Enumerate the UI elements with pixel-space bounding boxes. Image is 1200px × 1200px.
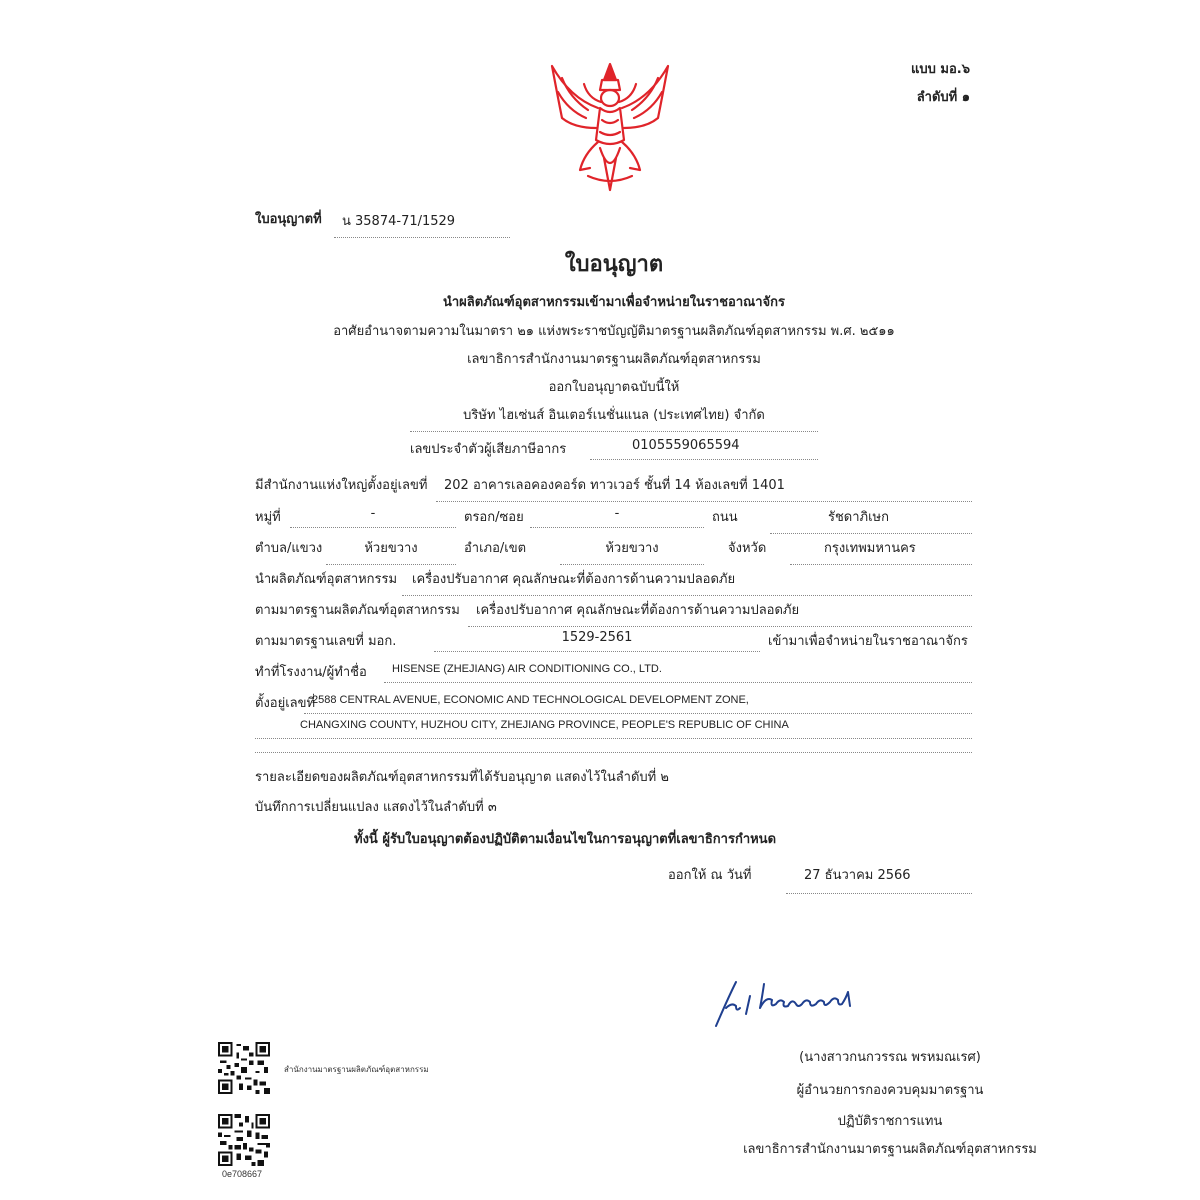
license-no-label: ใบอนุญาตที่ (255, 212, 322, 227)
province-label: จังหวัด (728, 541, 767, 556)
tax-id-label: เลขประจำตัวผู้เสียภาษีอากร (410, 442, 567, 457)
road-value: รัชดาภิเษก (770, 506, 972, 534)
factory-address-line-2: CHANGXING COUNTY, HUZHOU CITY, ZHEJIANG PROVINCE, PEOPLE'S REPUBLIC OF CHINA (255, 719, 972, 739)
moo-label: หมู่ที่ (255, 510, 281, 525)
signatory-position-3: เลขาธิการสำนักงานมาตรฐานผลิตภัณฑ์อุตสาหกรรม (743, 1142, 1037, 1157)
issued-label: ออกให้ ณ วันที่ (668, 868, 752, 883)
tambon-label: ตำบล/แขวง (255, 541, 323, 556)
standard-label: ตามมาตรฐานผลิตภัณฑ์อุตสาหกรรม (255, 603, 460, 618)
product-value: เครื่องปรับอากาศ คุณลักษณะที่ต้องการด้านความปลอดภัย (402, 568, 972, 596)
soi-value: - (530, 506, 704, 528)
qr-code-id: 0e708667 (222, 1169, 263, 1179)
factory-address-label: ตั้งอยู่เลขที่ (255, 696, 316, 711)
signatory-position-1: ผู้อำนวยการกองควบคุมมาตรฐาน (796, 1083, 984, 1098)
garuda-emblem-icon (540, 58, 680, 198)
head-office-label: มีสำนักงานแห่งใหญ่ตั้งอยู่เลขที่ (255, 478, 428, 493)
qr-caption: สำนักงานมาตรฐานผลิตภัณฑ์อุตสาหกรรม (284, 1065, 429, 1074)
preamble-line-3: ออกใบอนุญาตฉบับนี้ให้ (548, 380, 680, 395)
standard-no-value: 1529-2561 (434, 630, 760, 652)
tax-id-value: 0105559065594 (590, 438, 818, 460)
signatory-position-2: ปฏิบัติราชการแทน (837, 1114, 943, 1129)
standard-value: เครื่องปรับอากาศ คุณลักษณะที่ต้องการด้านความปลอดภัย (468, 599, 972, 627)
amphoe-label: อำเภอ/เขต (464, 541, 527, 556)
factory-value: HISENSE (ZHEJIANG) AIR CONDITIONING CO., LTD. (384, 663, 972, 683)
qr-code-icon (218, 1114, 270, 1166)
province-value: กรุงเทพมหานคร (790, 537, 972, 565)
signatory-name: (นางสาวกนกวรรณ พรหมณเรศ) (799, 1050, 981, 1065)
standard-no-suffix: เข้ามาเพื่อจำหน่ายในราชอาณาจักร (768, 634, 968, 649)
soi-label: ตรอก/ซอย (464, 510, 524, 525)
page-subtitle: นำผลิตภัณฑ์อุตสาหกรรมเข้ามาเพื่อจำหน่ายในราชอาณาจักร (443, 295, 785, 310)
qr-code-icon (218, 1042, 270, 1094)
tambon-value: ห้วยขวาง (326, 537, 456, 565)
licensee-name: บริษัท ไฮเซ่นส์ อินเตอร์เนชั่นแนล (ประเทศไทย) จำกัด (410, 404, 818, 432)
form-type: แบบ มอ.๖ (911, 62, 970, 77)
signature-image (706, 968, 866, 1032)
license-no-value: น 35874-71/1529 (334, 210, 510, 238)
road-label: ถนน (712, 510, 738, 525)
condition-note: ทั้งนี้ ผู้รับใบอนุญาตต้องปฏิบัติตามเงื่อนไขในการอนุญาตที่เลขาธิการกำหนด (354, 832, 777, 847)
factory-address-line-1: 2588 CENTRAL AVENUE, ECONOMIC AND TECHNOLOGICAL DEVELOPMENT ZONE, (304, 694, 972, 714)
factory-label: ทำที่โรงงาน/ผู้ทำชื่อ (255, 665, 367, 680)
preamble-line-1: อาศัยอำนาจตามความในมาตรา ๒๑ แห่งพระราชบัญญัติมาตรฐานผลิตภัณฑ์อุตสาหกรรม พ.ศ. ๒๕๑๑ (333, 324, 895, 339)
moo-value: - (290, 506, 456, 528)
preamble-line-2: เลขาธิการสำนักงานมาตรฐานผลิตภัณฑ์อุตสาหกรรม (467, 352, 761, 367)
issued-date: 27 ธันวาคม 2566 (786, 864, 972, 894)
page-title: ใบอนุญาต (564, 252, 664, 277)
changes-note: บันทึกการเปลี่ยนแปลง แสดงไว้ในลำดับที่ ๓ (255, 800, 497, 815)
product-label: นำผลิตภัณฑ์อุตสาหกรรม (255, 572, 398, 587)
blank-line (255, 744, 972, 753)
form-order: ลำดับที่ ๑ (916, 90, 970, 105)
details-note: รายละเอียดของผลิตภัณฑ์อุตสาหกรรมที่ได้รับอนุญาต แสดงไว้ในลำดับที่ ๒ (255, 770, 669, 785)
amphoe-value: ห้วยขวาง (560, 537, 704, 565)
standard-no-label: ตามมาตรฐานเลขที่ มอก. (255, 634, 397, 649)
head-office-value: 202 อาคารเลอคองคอร์ด ทาวเวอร์ ชั้นที่ 14 ห้องเลขที่ 1401 (436, 474, 972, 502)
